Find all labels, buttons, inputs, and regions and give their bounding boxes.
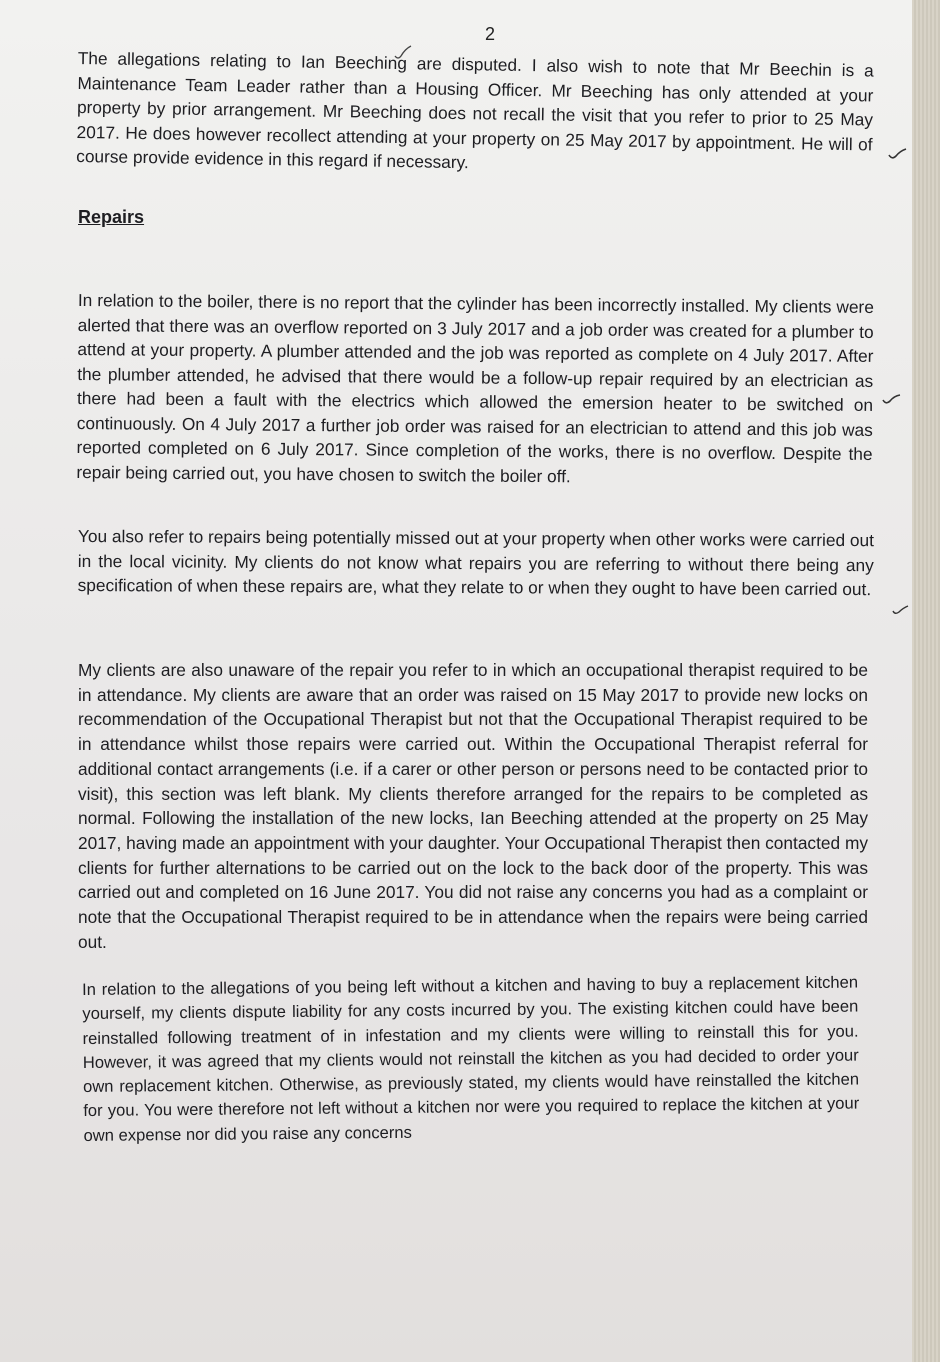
paragraph-allegations-ian-beeching: The allegations relating to Ian Beeching are disputed. I also wish to note that Mr Beechin is a Maintenance Team Leader rather than a Housing Officer. Mr Beeching has only attended at your property by prior arrangement. Mr Beeching does not recall the visit that you refer to prior to 25 May 2017. He does however recollect attending at your property on 25 May 2017 by appointment. He will of course provide evidence in this regard if necessary. xyxy=(76,47,874,173)
paragraph-kitchen: In relation to the allegations of you being left without a kitchen and having to buy a replacement kitchen yourself, my clients dispute liability for any costs incurred by you. The existing kitchen could have been reinstalled following treatment of in infestation and my clients were willing to reinstall this for you. However, it was agreed that my clients would not reinstall the kitchen as you had decided to order your own replacement kitchen. Otherwise, as previously stated, my clients would have reinstalled the kitchen for you. You were therefore not left without a kitchen nor were you required to replace the kitchen at your own expense nor did you raise any concerns xyxy=(82,972,860,1145)
paragraph-missed-repairs: You also refer to repairs being potentially missed out at your property when other works were carried out in the local vicinity. My clients do not know what repairs you are referring to without there being any specification of when these repairs are, what they relate to or when they ought to have been carried out. xyxy=(77,526,874,600)
handwritten-tick-mark xyxy=(886,146,908,162)
handwritten-tick-mark xyxy=(880,392,902,408)
handwritten-tick-mark xyxy=(392,44,414,62)
handwritten-tick-mark xyxy=(890,602,910,618)
paragraph-occupational-therapist: My clients are also unaware of the repair you refer to in which an occupational therapist required to be in attendance. My clients are aware that an order was raised on 15 May 2017 to provide new locks on recommendation of the Occupational Therapist but not that the Occupational Therapist required to be in attendance whilst those repairs were carried out. Within the Occupational Therapist referral for additional contact arrangements (i.e. if a carer or other person or persons need to be contacted prior to visit), this section was left blank. My clients therefore arranged for the repairs to be completed as normal. Following the installation of the new locks, Ian Beeching attended at the property on 25 May 2017, having made an appointment with your daughter. Your Occupational Therapist then contacted my clients for further alternations to be carried out on the lock to the back door of the property. This was carried out and completed on 16 June 2017. You did not raise any concerns you had as a complaint or note that the Occupational Therapist required to be in attendance when the repairs were being carried out. xyxy=(78,660,868,952)
paragraph-boiler: In relation to the boiler, there is no report that the cylinder has been incorrectly installed. My clients were alerted that there was an overflow reported on 3 July 2017 and a job order was created for a plumber to attend at your property. A plumber attended and the job was reported as complete on 4 July 2017. After the plumber attended, he advised that there would be a follow-up repair required by an electrician as there had been a fault with the electrics which allowed the emersion heater to be switched on continuously. On 4 July 2017 a further job order was raised for an electrician to attend and this job was reported completed on 6 July 2017. Since completion of the works, there is no overflow. Despite the repair being carried out, you have chosen to switch the boiler off. xyxy=(76,289,874,486)
table-surface-edge xyxy=(912,0,940,1362)
page-number: 2 xyxy=(484,24,495,44)
section-heading-repairs: Repairs xyxy=(78,207,145,227)
